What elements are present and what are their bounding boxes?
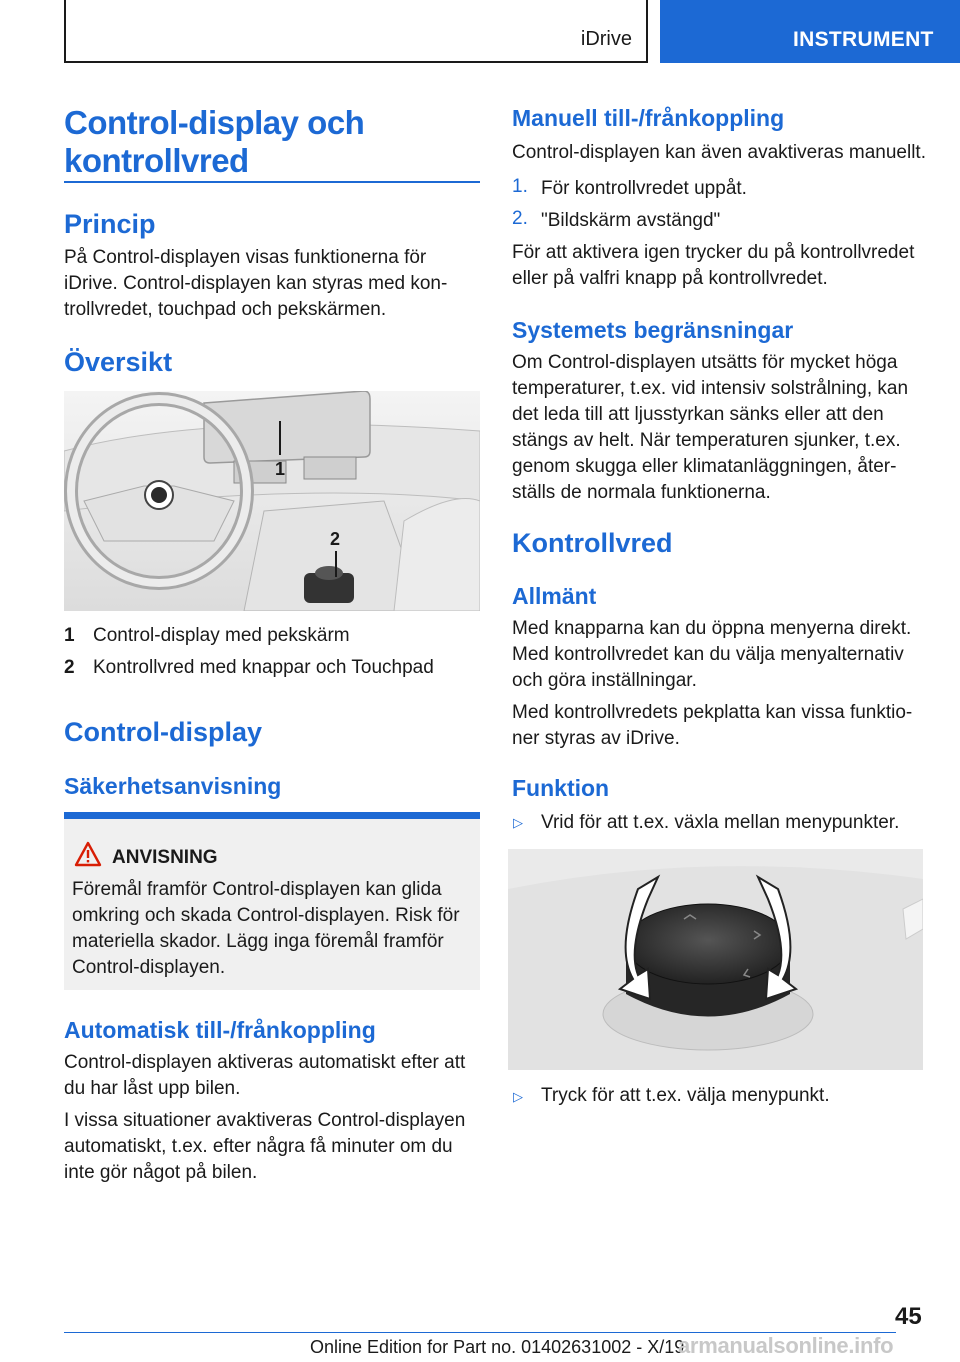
- page-title-line2: kontrollvred: [64, 142, 249, 179]
- caption-text: Control-display med pekskärm: [93, 625, 350, 646]
- auto-paragraph-2: I vissa situationer avaktiveras Control-displayen automatiskt, t.ex. efter några få minuter om du inte gör något på bilen.: [64, 1110, 466, 1183]
- princip-text: På Control-displayen visas funktionerna för iDrive. Control-displayen kan styras med kon- trollvredet, touchpad och pekskärmen.: [64, 247, 448, 320]
- step-number: 1.: [512, 176, 528, 197]
- footer-watermark: armanualsonline.info: [678, 1333, 894, 1358]
- step-text: "Bildskärm avstängd": [541, 210, 721, 231]
- step-text: För kontrollvredet uppåt.: [541, 178, 747, 199]
- bullet-triangle-icon: ▷: [513, 815, 523, 830]
- auto-heading: Automatisk till-/frånkoppling: [64, 1017, 376, 1043]
- control-display-heading: Control-display: [64, 717, 263, 747]
- sakerhet-heading: Säkerhetsanvisning: [64, 773, 282, 799]
- title-rule: [64, 181, 480, 183]
- warning-triangle-icon: [74, 841, 102, 867]
- oversikt-heading: Översikt: [64, 347, 173, 377]
- callout-label-1: 1: [275, 459, 286, 479]
- dashboard-figure: [64, 391, 480, 611]
- dashboard-illustration: [64, 391, 480, 611]
- caption-number: 1: [64, 625, 75, 646]
- funktion-bullet-2: Tryck för att t.ex. välja menypunkt.: [541, 1085, 830, 1106]
- auto-paragraph-1: Control-displayen aktiveras automatiskt efter att du har låst upp bilen.: [64, 1052, 466, 1099]
- kontrollvred-heading: Kontrollvred: [512, 528, 673, 558]
- allmant-paragraph-2: Med kontrollvredets pekplatta kan vissa funktio- ner styras av iDrive.: [512, 702, 913, 749]
- warning-text: Föremål framför Control-displayen kan glida omkring och skada Control-displayen. Risk för materiella skador. Lägg inga föremål framför Control-displayen.: [72, 879, 460, 978]
- caption-text: Kontrollvred med knappar och Touchpad: [93, 657, 434, 678]
- page-title-line1: Control-display och: [64, 104, 365, 141]
- header-section-label: iDrive: [580, 28, 632, 50]
- system-heading: Systemets begränsningar: [512, 317, 794, 343]
- princip-heading: Princip: [64, 209, 156, 239]
- manuell-after: För att aktivera igen trycker du på kontrollvredet eller på valfri knapp på kontrollvredet.: [512, 242, 915, 289]
- bullet-triangle-icon: ▷: [513, 1089, 523, 1104]
- allmant-paragraph-1: Med knapparna kan du öppna menyerna direkt. Med kontrollvredet kan du välja menyalternativ och göra inställningar.: [512, 618, 912, 691]
- controller-illustration: [508, 849, 923, 1070]
- funktion-heading: Funktion: [512, 775, 610, 801]
- warning-box: [64, 812, 480, 990]
- header-chapter-tab: INSTRUMENT: [660, 0, 960, 63]
- allmant-heading: Allmänt: [512, 583, 597, 609]
- system-text: Om Control-displayen utsätts för mycket höga temperaturer, t.ex. vid intensiv solstrålning, kan det leda till att ljusstyrkan sänks eller att den stängs av helt. När temperaturen sjunker, t.ex. genom skugga eller klimatanläggningen, åter- ställs de normala funktionerna.: [512, 352, 909, 503]
- footer-edition: Online Edition for Part no. 01402631002 - X/19: [310, 1337, 685, 1357]
- caption-number: 2: [64, 657, 75, 678]
- warning-title: ANVISNING: [112, 847, 218, 868]
- header-section-box: [64, 0, 648, 63]
- page-number: 45: [895, 1303, 922, 1330]
- manuell-intro: Control-displayen kan även avaktiveras manuellt.: [512, 142, 926, 163]
- step-number: 2.: [512, 208, 528, 229]
- controller-figure: [508, 849, 923, 1070]
- manuell-heading: Manuell till-/frånkoppling: [512, 105, 785, 131]
- funktion-bullet-1: Vrid för att t.ex. växla mellan menypunkter.: [541, 812, 900, 833]
- callout-label-2: 2: [330, 529, 341, 549]
